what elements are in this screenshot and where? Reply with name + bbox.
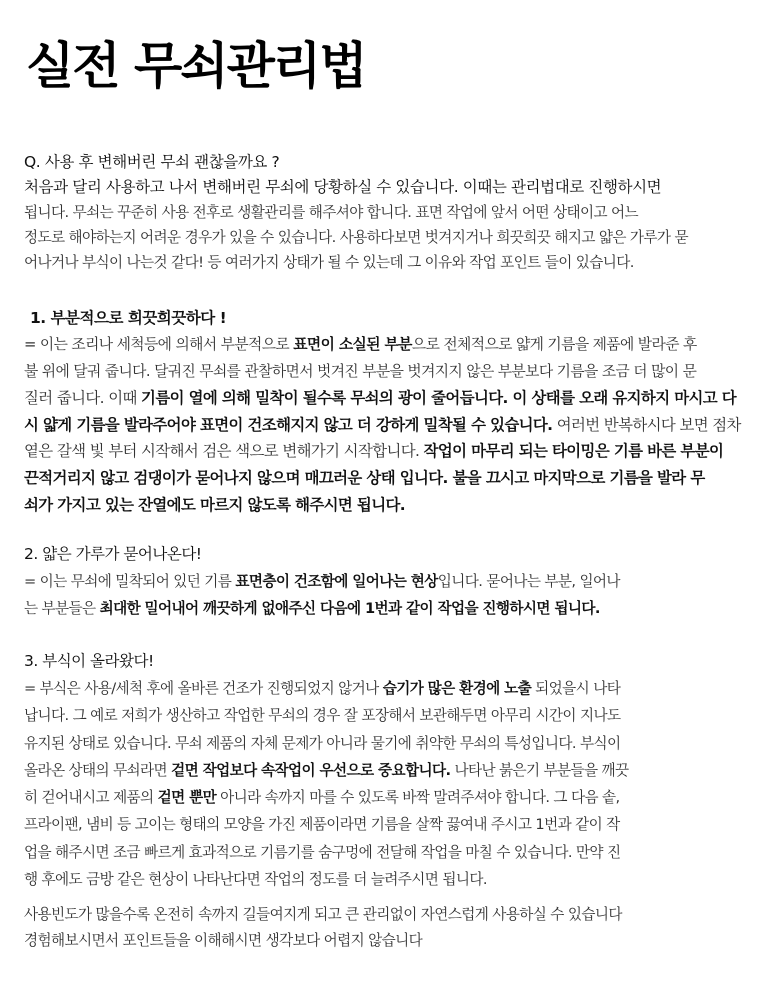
- body-text: 됩니다. 무쇠는 꾸준히 사용 전후로 생활관리를 해주셔야 합니다. 표면 작업에 앞서 어떤 상태이고 어느: [24, 204, 638, 221]
- body-text: 나타난 붉은기 부분들을 깨끗: [450, 761, 629, 779]
- question-heading: Q. 사용 후 변해버린 무쇠 괜찮을까요 ?: [24, 153, 280, 171]
- body-text: 납니다. 그 예로 저희가 생산하고 작업한 무쇠의 경우 잘 포장해서 보관해두면 아무리 시간이 지나도: [24, 707, 621, 725]
- body-text: 정도로 해야하는지 어려운 경우가 있을 수 있습니다. 사용하다보면 벗겨지거나 희끗희끗 해지고 얇은 가루가 묻: [24, 229, 688, 246]
- text-line: [24, 757, 754, 784]
- text-line: [24, 730, 754, 757]
- emphasis-text: 쇠가 가지고 있는 잔열에도 마르지 않도록 해주시면 됩니다.: [24, 495, 405, 514]
- body-text: = 부식은 사용/세척 후에 올바른 건조가 진행되었지 않거나: [24, 680, 383, 697]
- body-text: 유지된 상태로 있습니다. 무쇠 제품의 자체 문제가 아니라 물기에 취약한 무쇠의 특성입니다. 부식이: [24, 734, 621, 752]
- emphasis-text: 겉면 뿐만: [157, 789, 217, 807]
- intro-section: [24, 150, 754, 275]
- intro-body: [24, 175, 754, 275]
- text-line: [24, 332, 754, 359]
- text-line: [24, 175, 754, 200]
- body-text: 되었을시 나타: [531, 680, 621, 697]
- closing-body: [24, 902, 754, 953]
- text-line: [24, 200, 754, 225]
- text-line: [24, 811, 754, 838]
- emphasis-text: 끈적거리지 않고 검댕이가 묻어나지 않으며 매끄러운 상태 입니다. 불을 끄시고 마지막으로 기름을 발라 무: [24, 468, 705, 487]
- body-text: 는 부분들은: [24, 600, 100, 618]
- body-text: 히 걷어내시고 제품의: [24, 789, 158, 807]
- text-line: [24, 839, 754, 866]
- text-line: [24, 902, 754, 928]
- body-text: 올라온 상태의 무쇠라면: [24, 761, 172, 779]
- text-line: [24, 675, 754, 702]
- body-text: 아니라 속까지 마를 수 있도록 바짝 말려주셔야 합니다. 그 다음 솥,: [216, 789, 620, 807]
- emphasis-text: 겉면 작업보다 속작업이 우선으로 중요합니다.: [171, 761, 451, 779]
- text-line: [24, 385, 754, 412]
- emphasis-text: 최대한 밀어내어 깨끗하게 없애주신 다음에 1번과 같이 작업을 진행하시면 됩니다.: [99, 600, 600, 618]
- section-2-body: [24, 568, 754, 623]
- section-3-heading: 3. 부식이 올라왔다!: [24, 652, 154, 670]
- section-2-heading: 2. 얇은 가루가 묻어나온다!: [24, 545, 202, 563]
- text-line: [24, 595, 754, 622]
- text-line: [24, 928, 754, 954]
- body-text: 경험해보시면서 포인트들을 이해해시면 생각보다 어렵지 않습니다: [24, 931, 423, 949]
- body-text: 어나거나 부식이 나는것 같다! 등 여러가지 상태가 될 수 있는데 그 이유와 작업 포인트 들이 있습니다.: [24, 254, 634, 271]
- body-text: 질러 줍니다. 이때: [24, 389, 142, 408]
- text-line: [24, 250, 754, 275]
- closing-section: [24, 902, 754, 953]
- text-line: [24, 568, 754, 595]
- body-text: 사용빈도가 많을수록 온전히 속까지 길들여지게 되고 큰 관리없이 자연스럽게 사용하실 수 있습니다: [24, 906, 622, 923]
- text-line: [24, 225, 754, 250]
- page-title: 실전 무쇠관리법: [26, 37, 366, 95]
- emphasis-text: 표면층이 건조함에 일어나는 현상: [235, 573, 438, 590]
- section-1-body: [24, 332, 754, 518]
- emphasis-text: 기름이 열에 의해 밀착이 될수록 무쇠의 광이 줄어듭니다. 이 상태를 오래 유지하지 마시고 다: [141, 389, 737, 408]
- body-text: 옅은 갈색 빛 부터 시작해서 검은 색으로 변해가기 시작합니다.: [24, 442, 424, 461]
- text-line: [24, 465, 754, 492]
- text-line: [24, 412, 754, 439]
- emphasis-text: 표면이 소실된 부분: [293, 336, 412, 353]
- body-text: = 이는 무쇠에 밀착되어 있던 기름: [24, 573, 236, 590]
- emphasis-text: 시 얇게 기름을 발라주어야 표면이 건조해지지 않고 더 강하게 밀착될 수 있습니다.: [24, 415, 553, 434]
- section-1-heading: 1. 부분적으로 희끗희끗하다 !: [30, 309, 227, 327]
- body-text: 행 후에도 금방 같은 현상이 나타난다면 작업의 정도를 더 늘려주시면 됩니다.: [24, 871, 487, 889]
- text-line: [24, 702, 754, 729]
- body-text: 으로 전체적으로 얇게 기름을 제품에 발라준 후: [411, 336, 697, 353]
- body-text: 프라이팬, 냄비 등 고이는 형태의 모양을 가진 제품이라면 기름을 살짝 끓여내 주시고 1번과 같이 작: [24, 816, 620, 834]
- body-text: 처음과 달리 사용하고 나서 변해버린 무쇠에 당황하실 수 있습니다. 이때는 관리법대로 진행하시면: [24, 178, 662, 196]
- body-text: 여러번 반복하시다 보면 점차: [552, 415, 741, 434]
- body-text: 업을 해주시면 조금 빠르게 효과적으로 기름기를 숨구멍에 전달해 작업을 마칠 수 있습니다. 만약 진: [24, 843, 621, 861]
- text-line: [24, 438, 754, 465]
- section-2: [24, 540, 754, 623]
- emphasis-text: 작업이 마무리 되는 타이밍은 기름 바른 부분이: [423, 442, 724, 461]
- section-1: [24, 304, 754, 518]
- text-line: [24, 784, 754, 811]
- section-3: [24, 647, 754, 893]
- text-line: [24, 492, 754, 519]
- text-line: [24, 359, 754, 386]
- emphasis-text: 습기가 많은 환경에 노출: [382, 680, 532, 697]
- body-text: 불 위에 달궈 줍니다. 달궈진 무쇠를 관찰하면서 벗겨진 부분을 벗겨지지 않은 부분보다 기름을 조금 더 많이 문: [24, 362, 697, 380]
- section-3-body: [24, 675, 754, 893]
- body-text: 입니다. 묻어나는 부분, 일어나: [437, 573, 620, 590]
- body-text: = 이는 조리나 세척등에 의해서 부분적으로: [24, 336, 294, 353]
- text-line: [24, 866, 754, 893]
